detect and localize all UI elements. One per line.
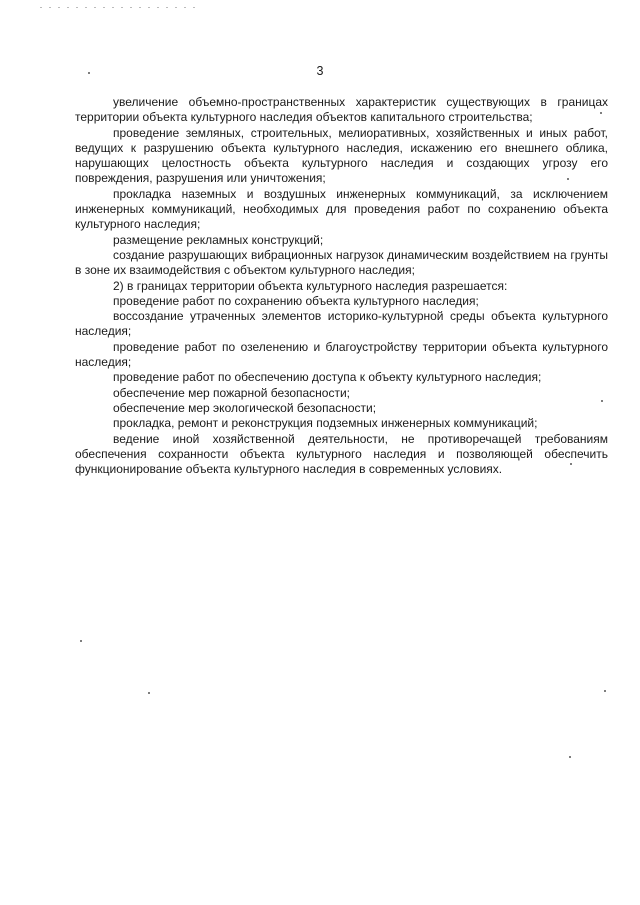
list-item: проведение работ по сохранению объекта культурного наследия; — [113, 293, 479, 308]
list-item: прокладка, ремонт и реконструкция подземных инженерных коммуникаций; — [113, 416, 538, 431]
list-item: увеличение объемно-пространственных характеристик существующих в границах территории объекта культурного наследия объектов капитального строительства; — [75, 95, 608, 125]
list-item: проведение земляных, строительных, мелиоративных, хозяйственных и иных работ, ведущих к разрушению объекта культурного наследия, искажению его внешнего облика, нарушающих целостность объекта культурного наследия и создающих угрозу его повреждения, разрушения или уничтожения; — [75, 125, 608, 186]
scan-speck — [567, 178, 569, 180]
scan-speck — [600, 112, 602, 114]
scan-speck — [148, 692, 150, 694]
scan-speck — [569, 756, 571, 758]
scan-speck — [80, 640, 82, 642]
scan-speck — [88, 72, 90, 74]
scan-speck — [570, 463, 572, 465]
list-item: размещение рекламных конструкций; — [113, 232, 324, 247]
list-item: создание разрушающих вибрационных нагрузок динамическим воздействием на грунты в зоне их взаимодействия с объектом культурного наследия; — [75, 247, 608, 278]
scan-artifact-top — [40, 7, 200, 8]
list-item: проведение работ по обеспечению доступа к объекту культурного наследия; — [113, 370, 542, 385]
section-heading: 2) в границах территории объекта культурного наследия разрешается: — [113, 278, 508, 293]
list-item: обеспечение мер экологической безопасности; — [113, 400, 377, 415]
page-number: 3 — [316, 64, 324, 78]
list-item: обеспечение мер пожарной безопасности; — [113, 385, 350, 400]
document-body — [75, 95, 608, 477]
scan-speck — [604, 690, 606, 692]
list-item: проведение работ по озеленению и благоустройству территории объекта культурного наследия; — [75, 339, 608, 370]
list-item: ведение иной хозяйственной деятельности, не противоречащей требованиям обеспечения сохранности объекта культурного наследия и позволяющей обеспечить функционирование объекта культурного наследия в современных условиях. — [75, 431, 608, 477]
list-item: воссоздание утраченных элементов историко-культурной среды объекта культурного наследия; — [75, 309, 608, 339]
list-item: прокладка наземных и воздушных инженерных коммуникаций, за исключением инженерных коммуникаций, необходимых для проведения работ по сохранению объекта культурного наследия; — [75, 186, 608, 232]
scan-speck — [601, 400, 603, 402]
